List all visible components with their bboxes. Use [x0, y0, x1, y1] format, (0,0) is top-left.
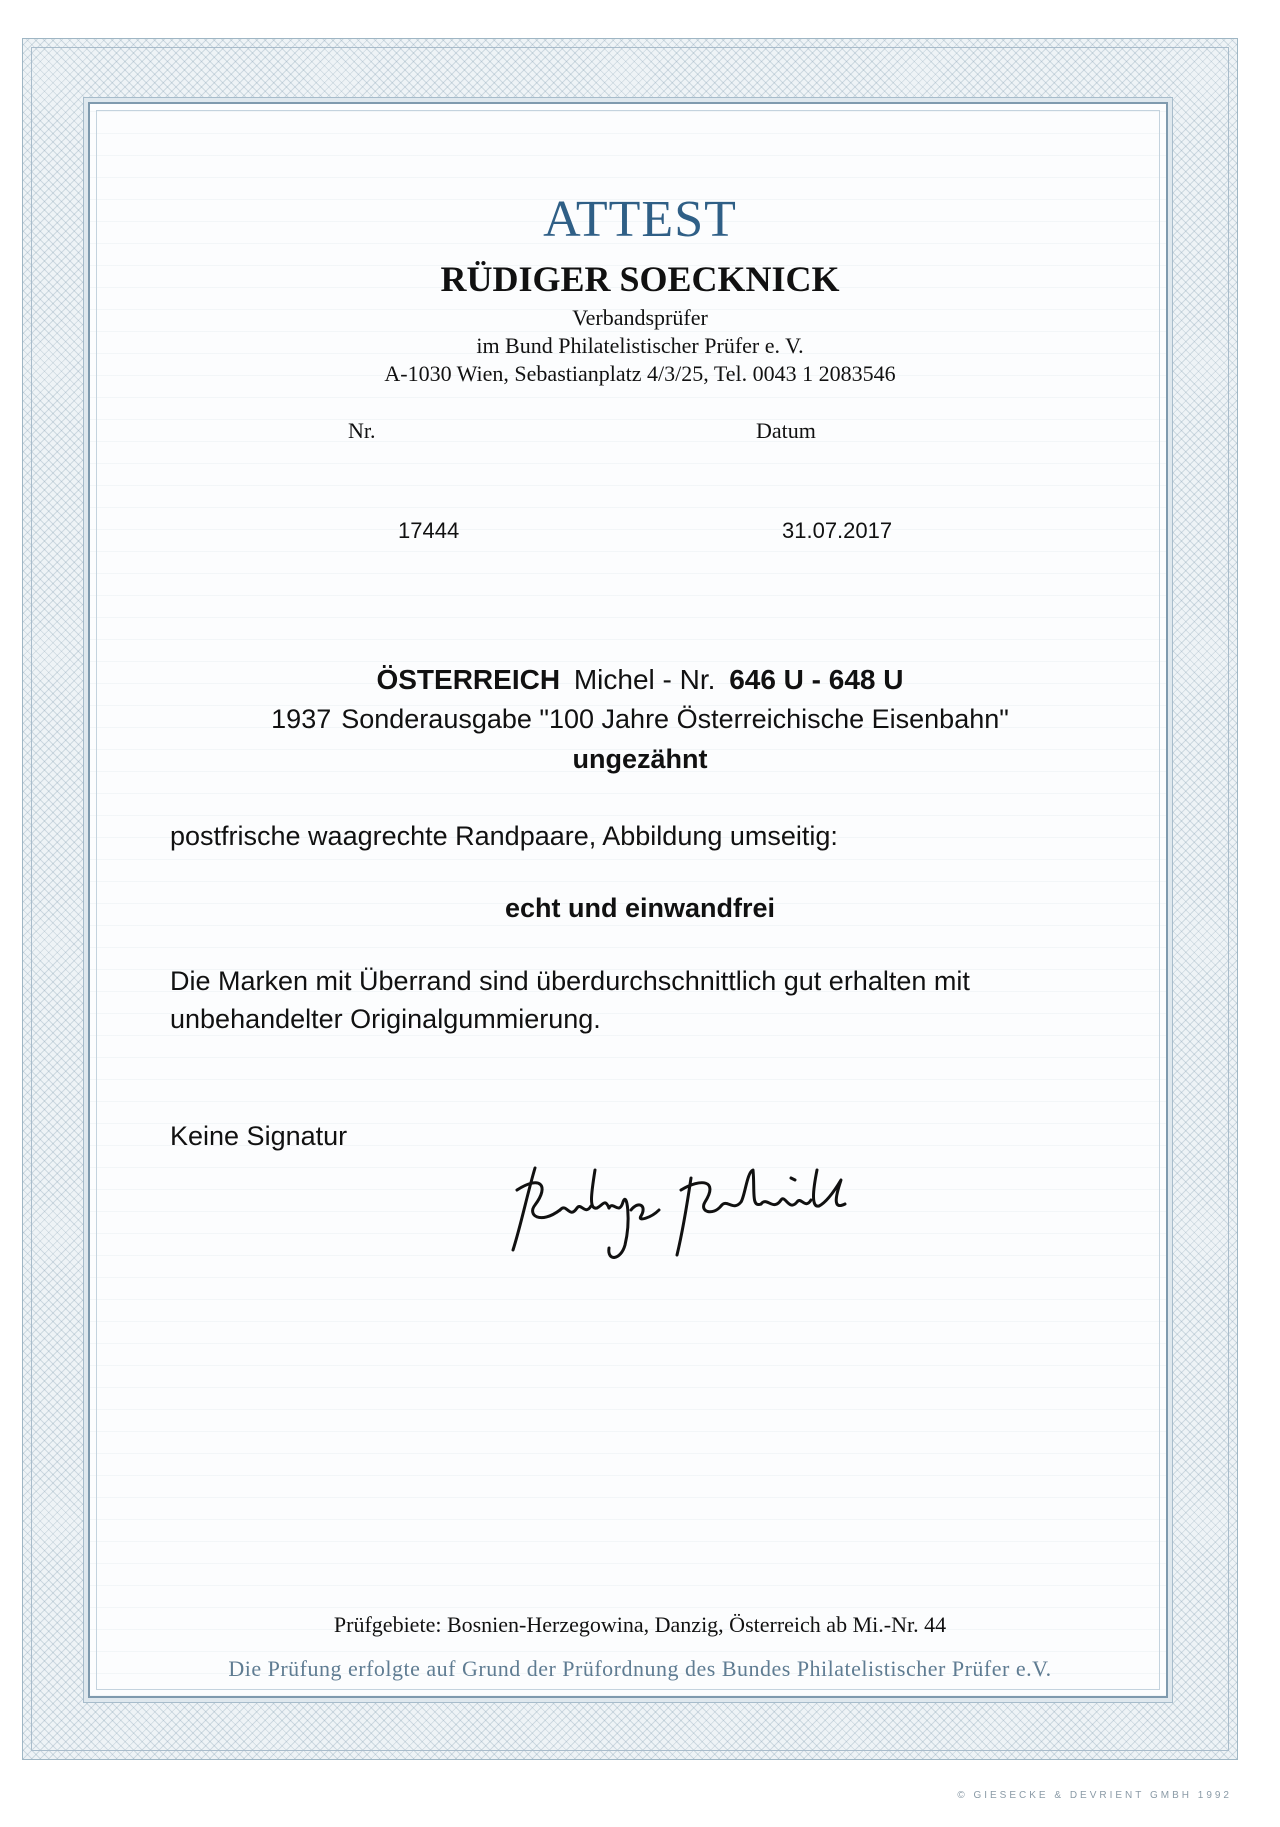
- catalog-numbers: 646 U - 648 U: [729, 664, 904, 695]
- certificate-date: 31.07.2017: [782, 518, 893, 543]
- country: ÖSTERREICH: [376, 664, 561, 695]
- society-name: im Bund Philatelistischer Prüfer e. V.: [476, 333, 804, 358]
- certificate-number: 17444: [398, 518, 460, 543]
- number-label: Nr.: [348, 418, 376, 443]
- regulation-note: Die Prüfung erfolgte auf Grund der Prüfordnung des Bundes Philatelistischer Prüfer e.V.: [228, 1656, 1052, 1681]
- examiner-role: Verbandsprüfer: [572, 305, 708, 330]
- description: postfrische waagrechte Randpaare, Abbildung umseitig:: [170, 821, 838, 851]
- issue-year: 1937: [271, 704, 332, 734]
- printer-mark: © GIESECKE & DEVRIENT GMBH 1992: [957, 1790, 1232, 1801]
- issue-title: Sonderausgabe "100 Jahre Österreichische Eisenbahn": [341, 704, 1009, 734]
- examiner-name: RÜDIGER SOECKNICK: [440, 259, 840, 299]
- verdict: echt und einwandfrei: [504, 893, 776, 923]
- examiner-address: A-1030 Wien, Sebastianplatz 4/3/25, Tel. 0043 1 2083546: [384, 361, 896, 386]
- certificate-title: ATTEST: [543, 191, 737, 248]
- condition-line-2: unbehandelter Originalgummierung.: [170, 1004, 601, 1034]
- perforation: ungezähnt: [572, 744, 708, 774]
- date-label: Datum: [756, 418, 816, 443]
- catalog-line: [0, 664, 1280, 696]
- issue-line: [0, 704, 1280, 735]
- condition-line-1: Die Marken mit Überrand sind überdurchschnittlich gut erhalten mit: [170, 966, 970, 996]
- examination-fields: Prüfgebiete: Bosnien-Herzegowina, Danzig, Österreich ab Mi.-Nr. 44: [333, 1612, 947, 1637]
- signature-note: Keine Signatur: [170, 1121, 348, 1151]
- handwritten-signature: [505, 1150, 885, 1270]
- catalog-label: Michel - Nr.: [573, 664, 716, 695]
